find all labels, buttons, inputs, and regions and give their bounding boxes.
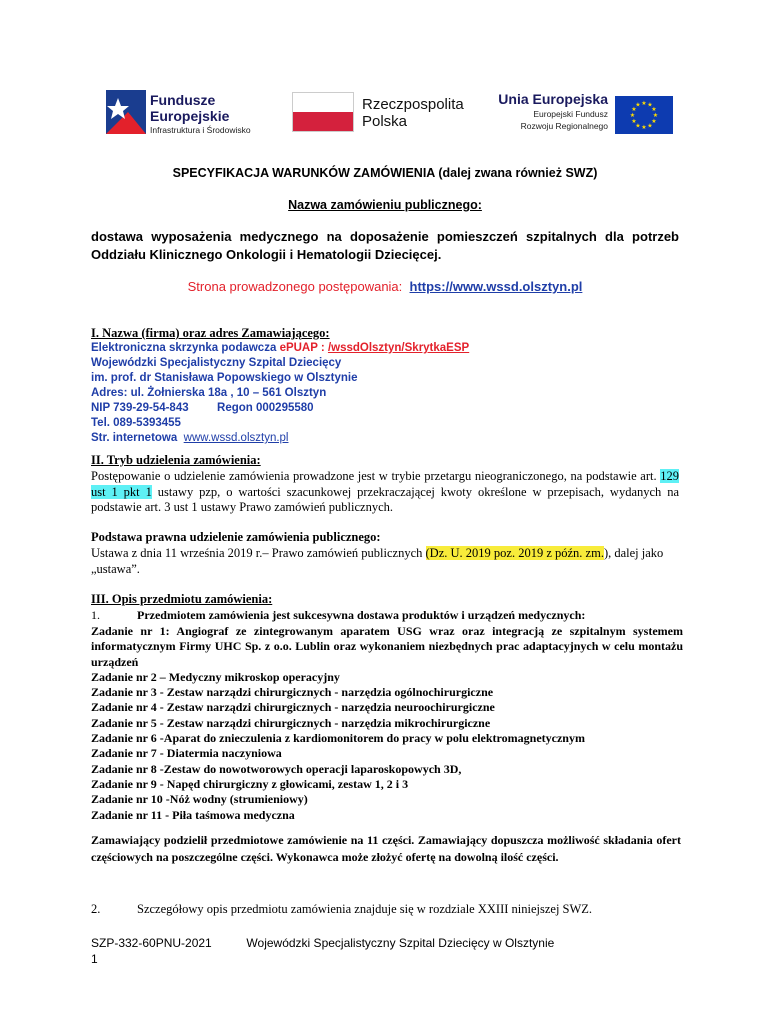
page-footer [91,936,554,950]
svg-text:★: ★ [641,124,647,131]
website-line: Str. internetowa www.wssd.olsztyn.pl [91,432,289,444]
task-item: Zadanie nr 9 - Napęd chirurgiczny z głowicami, zestaw 1, 2 i 3 [91,776,409,791]
division-paragraph: Zamawiający podzielił przedmiotowe zamówienie na 11 części. Zamawiający dopuszcza możliwość składania ofert częściowych na poszczególne części. Wykonawca może złożyć ofertę na dowolną ilość części. [91,833,681,864]
svg-text:★: ★ [652,112,659,119]
page-number: 1 [91,952,98,966]
task-item: Zadanie nr 5 - Zestaw narządzi chirurgicznych - narzędzia mikrochirurgiczne [91,715,491,730]
legal-basis-heading: Podstawa prawna udzielenie zamówienia publicznego: [91,530,381,544]
procedure-site-label: Strona prowadzonego postępowania: [187,279,403,294]
task-item: Zadanie nr 8 -Zestaw do nowotworowych operacji laparoskopowych 3D, [91,761,462,776]
procedure-mode-paragraph: Postępowanie o udzielenie zamówienia prowadzone jest w trybie przetargu nieograniczonego, na podstawie art. 129 ust 1 pkt 1 ustawy pzp, o wartości szacunkowej przekraczającej kwoty określone w przepisach, wydanych na podstawie art. 3 ust 1 ustawy Prawo zamówień publicznych. [91,469,680,514]
svg-text:★: ★ [631,106,637,113]
task-item: Zadanie nr 4 - Zestaw narządzi chirurgicznych - narzędzia neuroochirurgiczne [91,700,495,715]
rzeczpospolita-text: Rzeczpospolita Polska [362,96,464,130]
contracting-authority-details: Elektroniczna skrzynka podawcza ePUAP : /wssdOlsztyn/SkrytkaESP Wojewódzki Specjalistyczny Szpital Dziecięcy im. prof. dr Stanisława Popowskiego w Olsztynie Adres: ul. Żołnierska 18a , 10 – 561 Olsztyn NIP 739-29-54-843 Regon 000295580 Tel. 089-5393455 Str. internetowa www.wssd.olsztyn.pl [91,341,691,446]
logo-bar [88,82,688,142]
footer-reference: SZP-332-60PNU-2021 [91,936,212,950]
item-1: 1. Przedmiotem zamówienia jest sukcesywna dostawa produktów i urządzeń medycznych: [91,608,586,622]
svg-text:★: ★ [647,122,653,130]
svg-text:★: ★ [635,122,641,130]
svg-text:★: ★ [635,101,641,109]
eu-flag-icon [615,96,673,134]
section-2-heading: II. Tryb udzielenia zamówienia: [91,453,261,467]
procedure-site [0,279,770,294]
task-item: Zadanie nr 7 - Diatermia naczyniowa [91,746,282,761]
unia-europejska-text: Unia Europejska Europejski Fundusz Rozwoju Regionalnego [498,91,608,131]
svg-text:★: ★ [647,101,653,109]
procedure-site-link[interactable]: https://www.wssd.olsztyn.pl [409,279,583,294]
article-highlight: 129 ust 1 pkt 1 [91,469,679,499]
task-item: Zadanie nr 6 -Aparat do znieczulenia z kardiomonitorem do pracy w polu elektromagnetycznym [91,731,585,746]
fundusze-europejskie-logo-icon [106,90,146,134]
legal-basis-paragraph: Ustawa z dnia 11 września 2019 r.– Prawo zamówień publicznych (Dz. U. 2019 poz. 2019 z późn. zm.), dalej jako „ustawa”. [91,546,664,576]
website-link[interactable]: www.wssd.olsztyn.pl [183,432,289,444]
footer-organization: Wojewódzki Specjalistyczny Szpital Dziecięcy w Olsztynie [246,936,555,950]
task-item: Zadanie nr 3 - Zestaw narządzi chirurgicznych - narzędzia ogólnochirurgiczne [91,685,494,700]
task-item: Zadanie nr 10 -Nóż wodny (strumieniowy) [91,792,308,807]
document-title: SPECYFIKACJA WARUNKÓW ZAMÓWIENIA (dalej zwana również SWZ) [172,166,598,180]
poland-flag-icon [292,92,354,132]
svg-text:★: ★ [651,106,657,113]
section-3-heading: III. Opis przedmiotu zamówienia: [91,592,273,606]
fundusze-europejskie-text: Fundusze Europejskie Infrastruktura i Środowisko [150,92,251,135]
svg-text:★: ★ [641,100,647,107]
svg-text:★: ★ [651,118,657,125]
task-item: Zadanie nr 2 – Medyczny mikroskop operacyjny [91,669,340,684]
section-1-heading: I. Nazwa (firma) oraz adres Zamawiającego: [91,326,330,340]
task-list [91,624,683,823]
task-item: Zadanie nr 11 - Piła taśmowa medyczna [91,807,295,822]
epuap-link[interactable]: /wssdOlsztyn/SkrytkaESP [327,342,470,354]
item-2: 2. Szczegółowy opis przedmiotu zamówienia znajduje się w rozdziale XXIII niniejszej SWZ. [91,902,593,916]
epuap-line: Elektroniczna skrzynka podawcza ePUAP : /wssdOlsztyn/SkrytkaESP [91,342,470,354]
journal-highlight: (Dz. U. 2019 poz. 2019 z późn. zm. [425,546,604,560]
document-subtitle: Nazwa zamówieniu publicznego: [288,198,482,212]
task-item: Zadanie nr 1: Angiograf ze zintegrowanym aparatem USG wraz oraz integracją ze szpitalnym systemem informatycznym Firmy UHC Sp. z o.o. Lublin oraz wykonaniem niezbędnych prac adaptacyjnych w celu montażu urządzeń [91,624,683,669]
svg-text:★: ★ [631,118,637,125]
order-subject: dostawa wyposażenia medycznego na doposażenie pomieszczeń szpitalnych dla potrzeb Oddziału Klinicznego Onkologii i Hematologii Dziecięcej. [91,229,679,262]
nip-regon-line: NIP 739-29-54-843 Regon 000295580 [91,402,314,414]
svg-text:★: ★ [629,112,636,119]
